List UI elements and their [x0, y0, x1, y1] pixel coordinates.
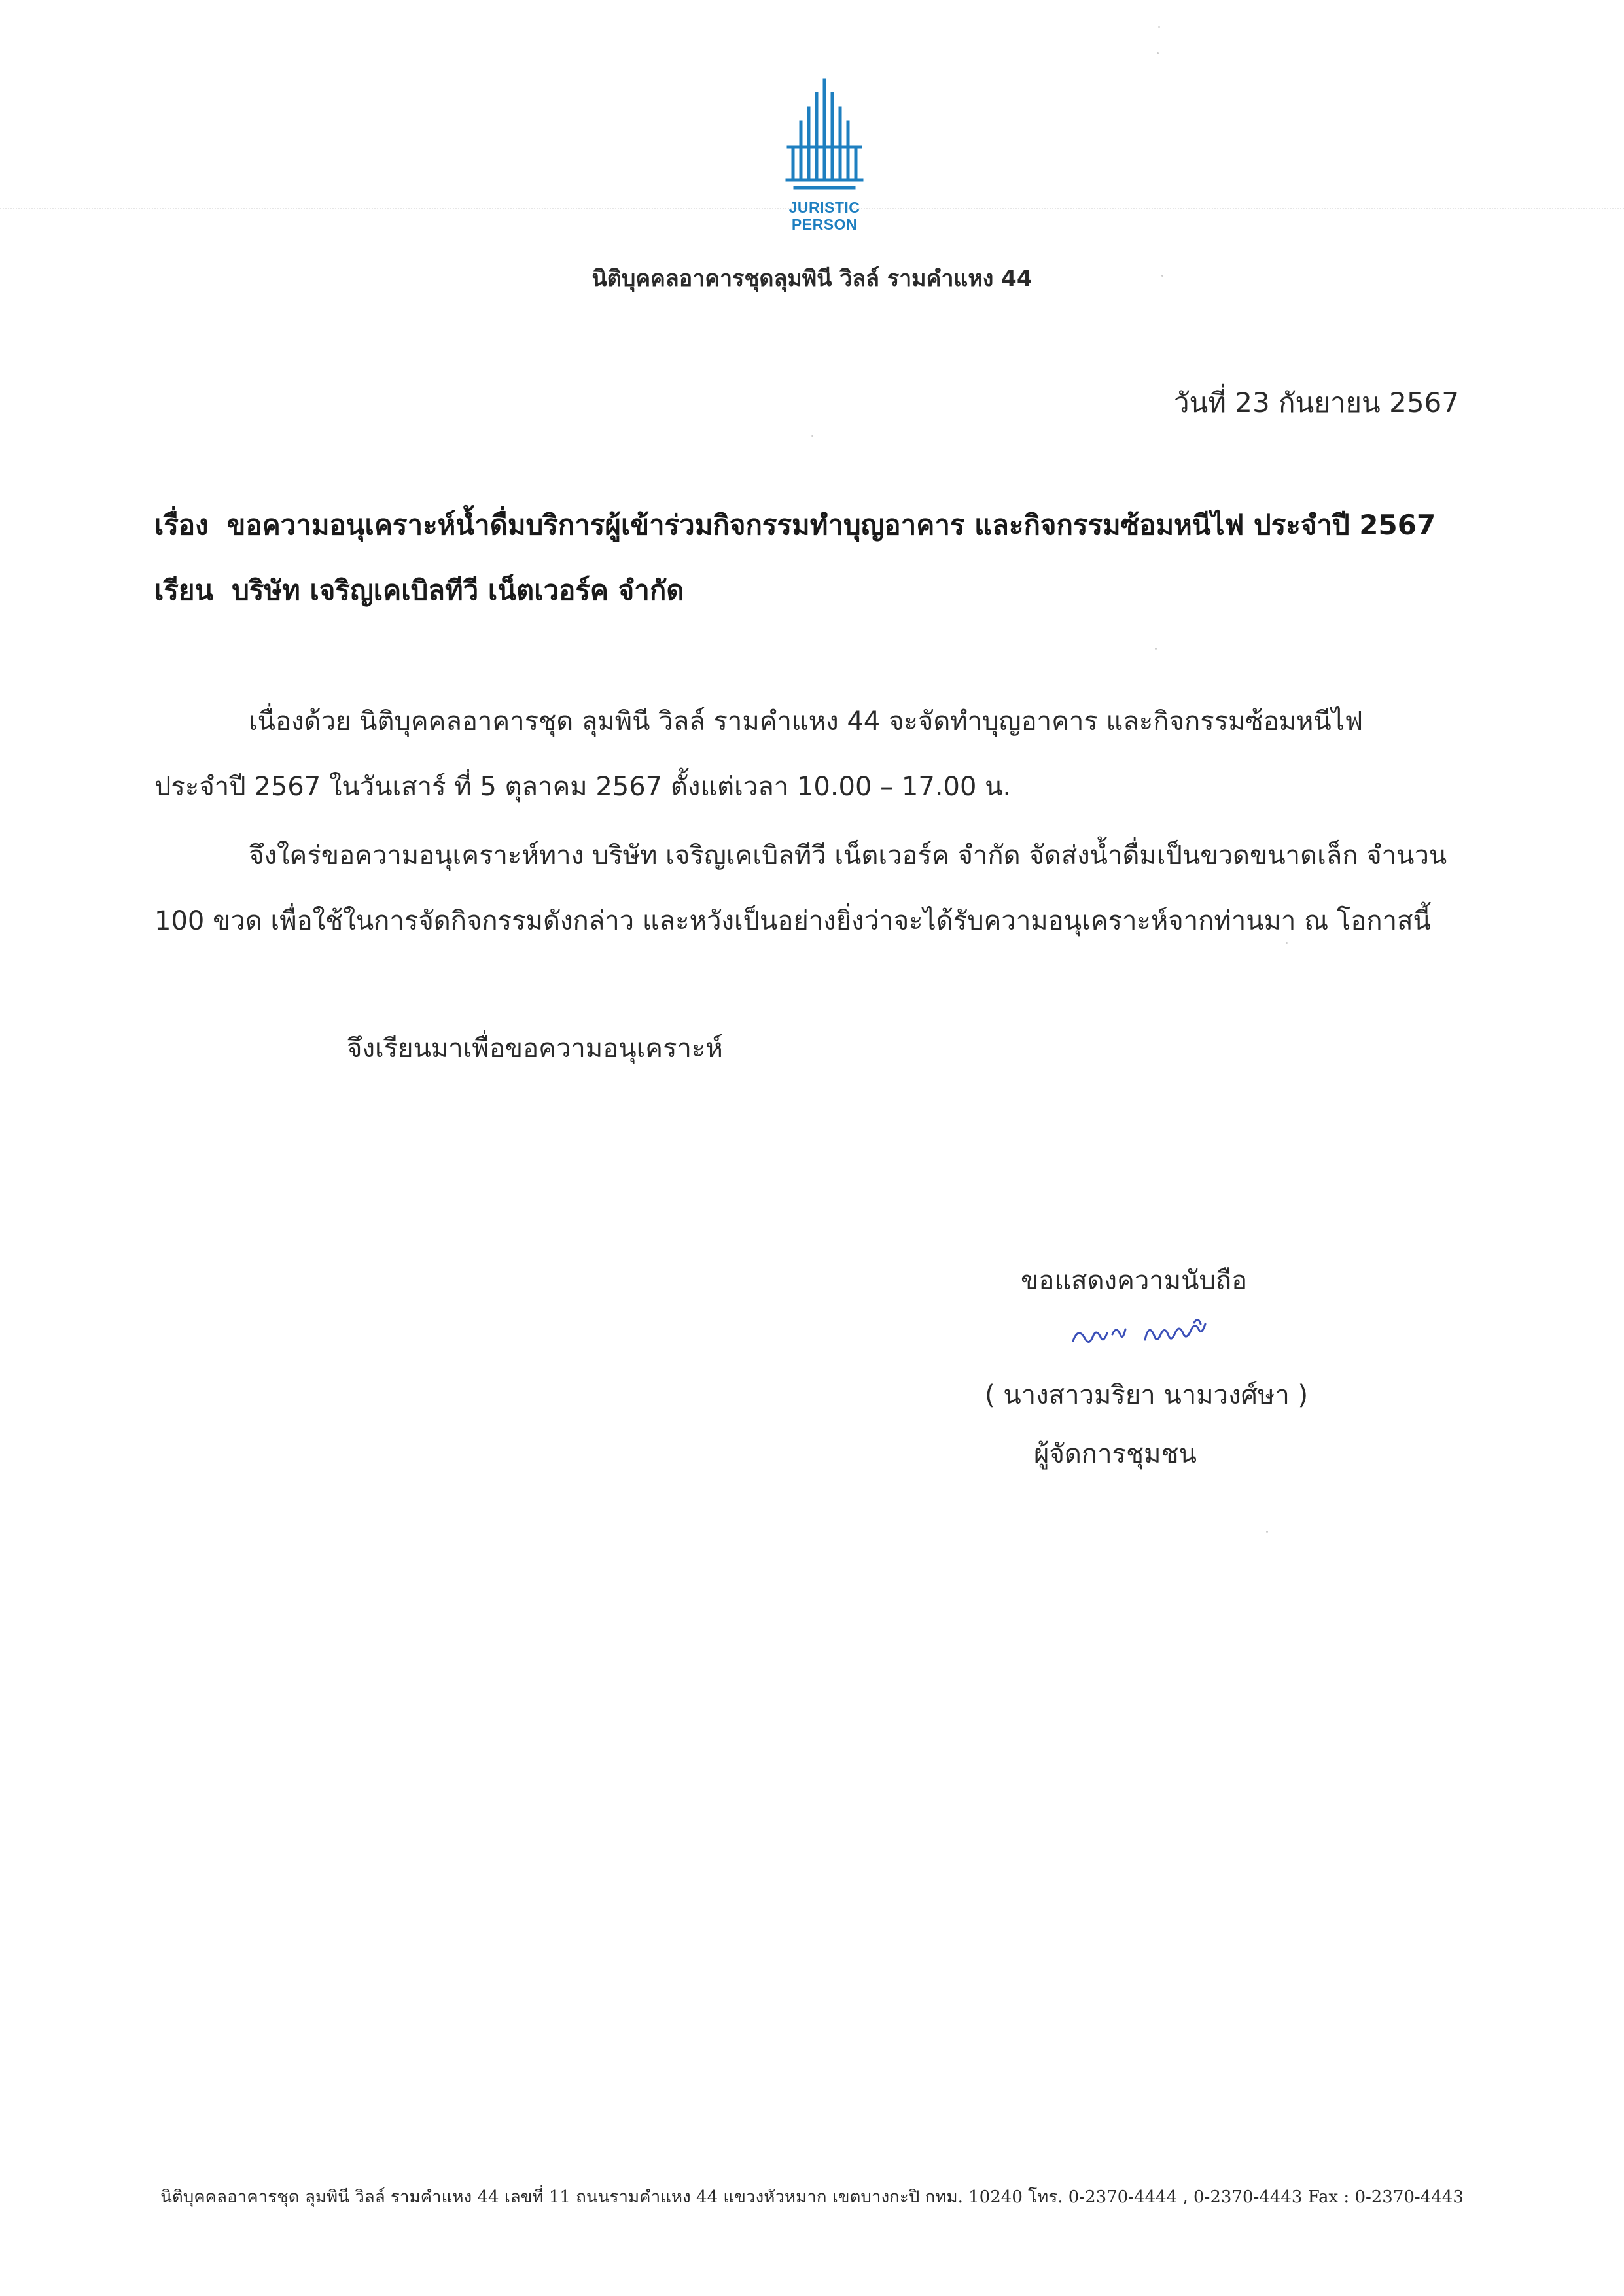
recipient-line	[154, 569, 684, 612]
regards-line: ขอแสดงความนับถือ	[1021, 1266, 1248, 1296]
handwritten-signature	[1067, 1308, 1276, 1361]
juristic-person-logo	[775, 75, 874, 239]
logo-text-person: PERSON	[791, 216, 858, 233]
body-paragraph-1-line-2: ประจำปี 2567 ในวันเสาร์ ที่ 5 ตุลาคม 2567 ตั้งแต่เวลา 10.00 – 17.00 น.	[154, 772, 1012, 802]
letter-date: วันที่ 23 กันยายน 2567	[1173, 387, 1459, 419]
body-paragraph-1-line-1: เนื่องด้วย นิติบุคคลอาคารชุด ลุมพินี วิลล์ รามคำแหง 44 จะจัดทำบุญอาคาร และกิจกรรมซ้อมหนีไฟ	[249, 706, 1364, 737]
body-paragraph-2-line-1: จึงใคร่ขอความอนุเคราะห์ทาง บริษัท เจริญเคเบิลทีวี เน็ตเวอร์ค จำกัด จัดส่งน้ำดื่มเป็นขวดขนาดเล็ก จำนวน	[249, 841, 1447, 871]
logo-text-juristic: JURISTIC	[788, 199, 860, 216]
organization-header: นิติบุคคลอาคารชุดลุมพินี วิลล์ รามคำแหง 44	[591, 266, 1033, 292]
signatory-position: ผู้จัดการชุมชน	[1034, 1439, 1197, 1469]
subject-line	[154, 504, 1436, 547]
body-paragraph-2-line-2: 100 ขวด เพื่อใช้ในการจัดกิจกรรมดังกล่าว และหวังเป็นอย่างยิ่งว่าจะได้รับความอนุเคราะห์จากท่านมา ณ โอกาสนี้	[154, 906, 1431, 936]
building-icon	[775, 75, 874, 196]
signatory-name: ( นางสาวมริยา นามวงศ์ษา )	[985, 1380, 1309, 1410]
subject-text: ขอความอนุเคราะห์น้ำดื่มบริการผู้เข้าร่วมกิจกรรมทำบุญอาคาร และกิจกรรมซ้อมหนีไฟ ประจำปี 2567	[226, 509, 1436, 541]
subject-label: เรื่อง	[154, 509, 209, 541]
footer-address: นิติบุคคลอาคารชุด ลุมพินี วิลล์ รามคำแหง 44 เลขที่ 11 ถนนรามคำแหง 44 แขวงหัวหมาก เขตบางกะปิ กทม. 10240 โทร. 0-2370-4444 , 0-2370-4443 Fax : 0-2370-4443	[160, 2187, 1464, 2207]
closing-line: จึงเรียนมาเพื่อขอความอนุเคราะห์	[347, 1034, 723, 1064]
recipient-text: บริษัท เจริญเคเบิลทีวี เน็ตเวอร์ค จำกัด	[232, 574, 684, 606]
recipient-label: เรียน	[154, 574, 214, 606]
